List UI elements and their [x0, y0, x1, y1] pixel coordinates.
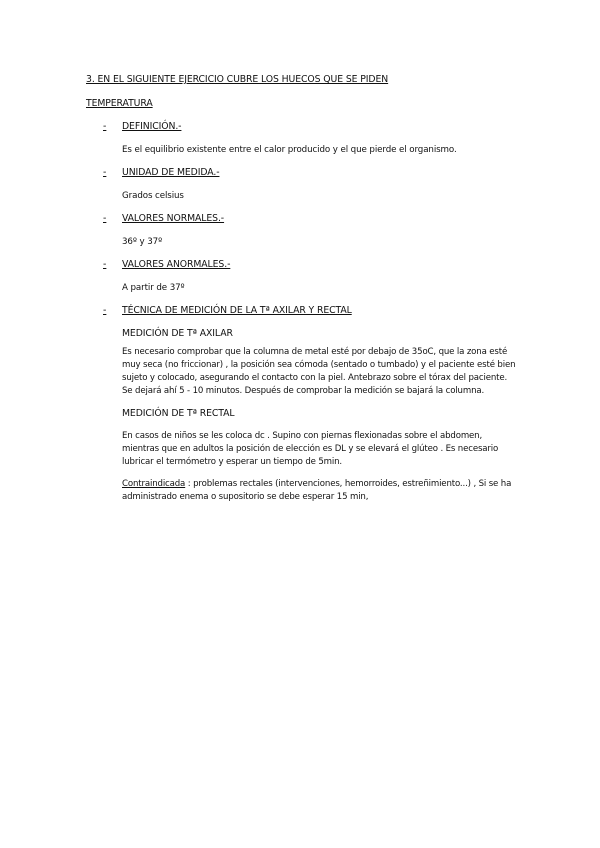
paragraph-line: mientras que en adultos la posición de elección es DL y se elevará el glúteo . Es necesario [122, 444, 499, 454]
definition-heading: DEFINICIÓN.- [122, 121, 182, 132]
paragraph-line: lubricar el termómetro y esperar un tiempo de 5min. [122, 457, 343, 467]
paragraph-line [122, 478, 511, 491]
paragraph-line: Es necesario comprobar que la columna de metal esté por debajo de 35oC, que la zona esté [122, 347, 508, 357]
section-title: TEMPERATURA [86, 98, 153, 109]
normal-values-heading: VALORES NORMALES.- [122, 213, 225, 224]
normal-values-text: 36º y 37º [122, 237, 163, 247]
bullet-dash: - [103, 167, 107, 178]
exercise-title: 3. EN EL SIGUIENTE EJERCICIO CUBRE LOS HUECOS QUE SE PIDEN [86, 74, 389, 85]
paragraph-line: En casos de niños se les coloca dc . Supino con piernas flexionadas sobre el abdomen, [122, 431, 483, 441]
bullet-dash: - [103, 121, 107, 132]
contraindications-paragraph [122, 478, 511, 504]
technique-heading: TÉCNICA DE MEDICIÓN DE LA Tª AXILAR Y RECTAL [122, 305, 352, 316]
abnormal-values-heading: VALORES ANORMALES.- [122, 259, 231, 270]
contraindications-label: Contraindicada [122, 479, 186, 489]
bullet-dash: - [103, 305, 107, 316]
rectal-title: MEDICIÓN DE Tª RECTAL [122, 408, 235, 419]
bullet-dash: - [103, 259, 107, 270]
paragraph-line: sujeto y colocado, asegurando el contacto con la piel. Antebrazo sobre el tórax del paciente. [122, 373, 508, 383]
paragraph-line: Se dejará ahí 5 - 10 minutos. Después de comprobar la medición se bajará la columna. [122, 386, 485, 396]
contraindications-text: : problemas rectales (intervenciones, hemorroides, estreñimiento...) , Si se ha [185, 479, 512, 489]
definition-text: Es el equilibrio existente entre el calor producido y el que pierde el organismo. [122, 145, 457, 155]
bullet-dash: - [103, 213, 107, 224]
abnormal-values-text: A partir de 37º [122, 283, 185, 293]
paragraph-line: administrado enema o supositorio se debe esperar 15 min, [122, 492, 369, 502]
axilar-paragraph [122, 346, 515, 398]
axilar-title: MEDICIÓN DE Tª AXILAR [122, 328, 233, 339]
paragraph-line: muy seca (no friccionar) , la posición sea cómoda (sentado o tumbado) y el paciente esté bien [122, 360, 516, 370]
unit-text: Grados celsius [122, 191, 184, 201]
unit-heading: UNIDAD DE MEDIDA.- [122, 167, 220, 178]
rectal-paragraph [122, 430, 498, 469]
